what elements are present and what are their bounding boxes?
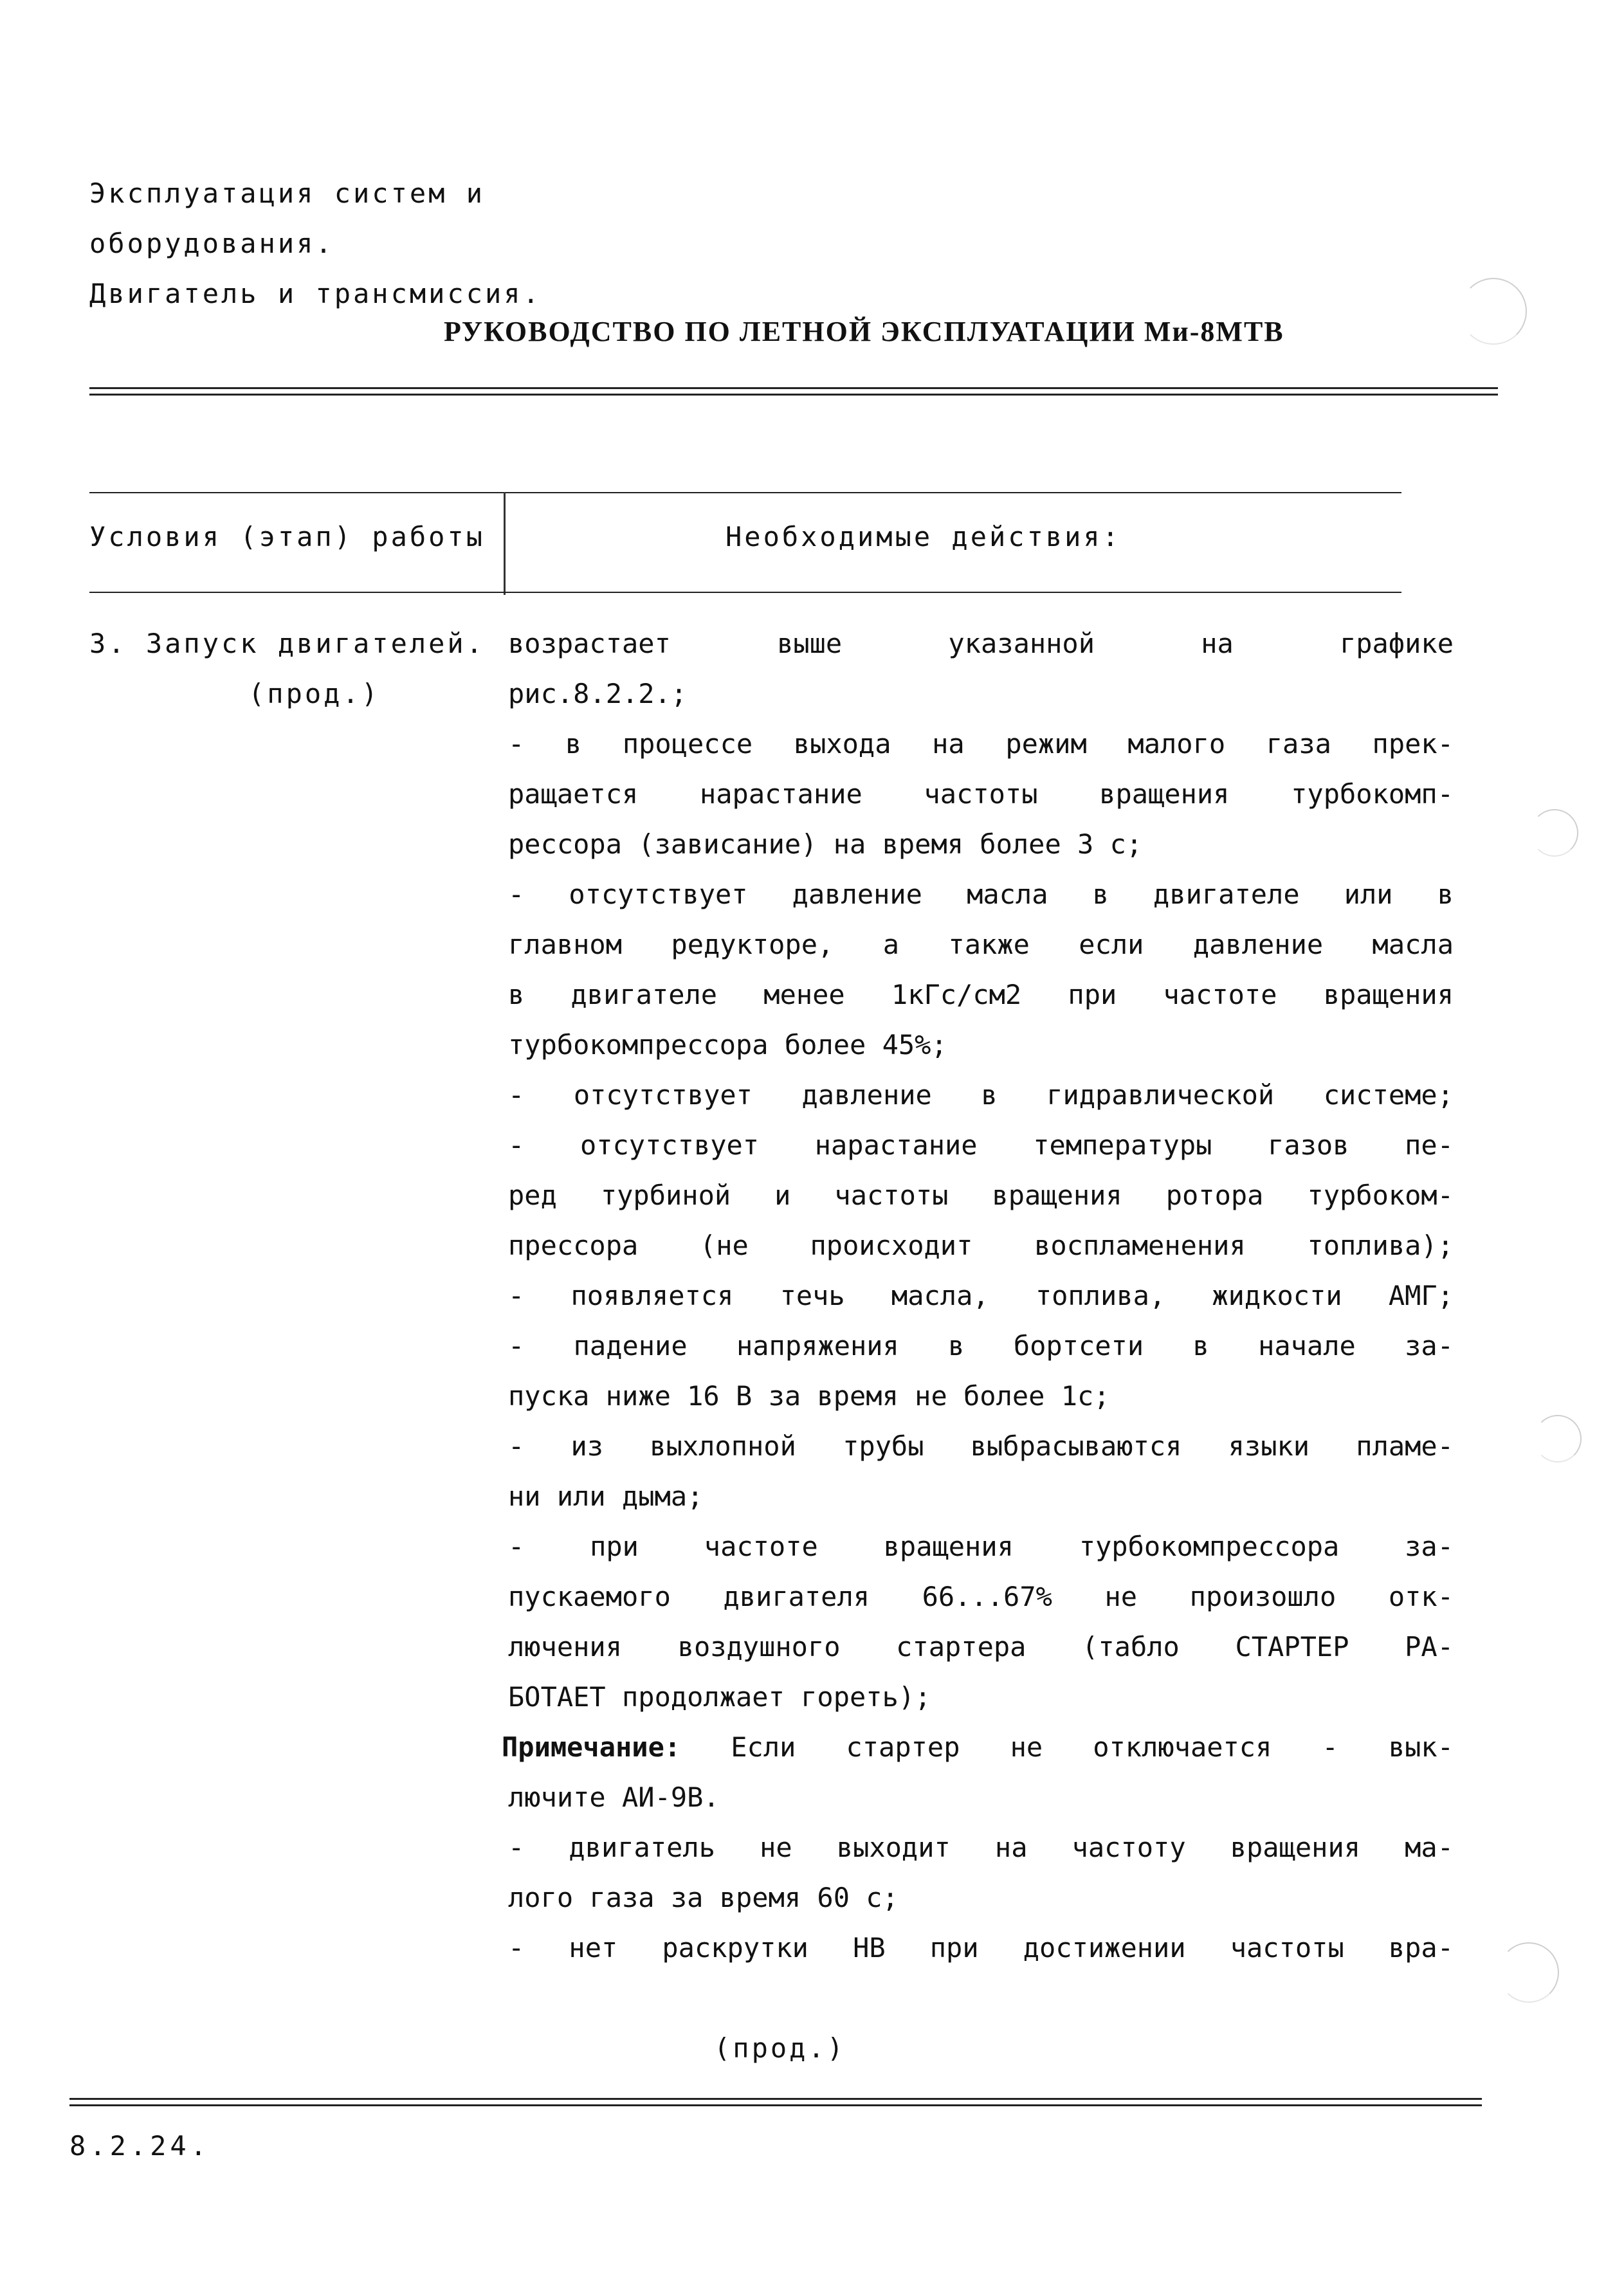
note-text: Если стартер не отключается - вык- — [731, 1731, 1454, 1763]
text-line: ред турбиной и частоты вращения ротора турбоком- — [508, 1180, 1454, 1211]
punch-hole-mark — [1531, 809, 1578, 857]
header-rule-top — [89, 387, 1498, 389]
text-line: рис.8.2.2.; — [508, 678, 688, 709]
text-line: - отсутствует давление масла в двигателе или в — [508, 879, 1454, 910]
column-header-conditions: Условия (этап) работы — [89, 521, 486, 552]
actions-text — [502, 619, 1454, 1973]
text-line: - двигатель не выходит на частоту вращения ма- — [508, 1832, 1454, 1863]
stage-label-continued: (прод.) — [248, 678, 381, 709]
text-line: в двигателе менее 1кГс/см2 при частоте вращения — [508, 979, 1454, 1010]
continued-label: (прод.) — [714, 2032, 846, 2064]
text-line: лючите АИ-9В. — [508, 1781, 720, 1813]
note-line — [502, 1722, 1454, 1772]
text-line: ни или дыма; — [508, 1481, 704, 1512]
column-header-actions: Необходимые действия: — [725, 521, 1122, 552]
text-line: - нет раскрутки НВ при достижении частоты вра- — [508, 1932, 1454, 1964]
text-line: ращается нарастание частоты вращения турбокомп- — [508, 778, 1454, 810]
text-line: прессора (не происходит воспламенения топлива); — [508, 1230, 1454, 1261]
punch-hole-mark — [1499, 1942, 1559, 2003]
table-column-separator — [504, 492, 506, 595]
text-line: лого газа за время 60 с; — [508, 1882, 899, 1913]
text-line: лючения воздушного стартера (табло СТАРТЕР РА- — [508, 1631, 1454, 1663]
section-title-line-3: Двигатель и трансмиссия. — [89, 278, 542, 309]
text-line: БОТАЕТ продолжает гореть); — [508, 1681, 931, 1713]
table-header-rule-top — [89, 492, 1401, 493]
text-line: - при частоте вращения турбокомпрессора за- — [508, 1531, 1454, 1562]
text-line: пускаемого двигателя 66...67% не произошло отк- — [508, 1581, 1454, 1612]
punch-hole-mark — [1534, 1415, 1582, 1462]
text-line: турбокомпрессора более 45%; — [508, 1029, 947, 1061]
text-line: пуска ниже 16 В за время не более 1с; — [508, 1380, 1110, 1412]
stage-label: 3. Запуск двигателей. — [89, 628, 486, 659]
header-rule-bottom — [89, 394, 1498, 396]
text-line: - отсутствует нарастание температуры газов пе- — [508, 1129, 1454, 1161]
text-line: - падение напряжения в бортсети в начале за- — [508, 1330, 1454, 1362]
text-line: - в процессе выхода на режим малого газа прек- — [508, 728, 1454, 760]
text-line: - появляется течь масла, топлива, жидкости АМГ; — [508, 1280, 1454, 1311]
footer-rule-top — [69, 2098, 1482, 2100]
text-line: главном редукторе, а также если давление масла — [508, 929, 1454, 960]
table-header-rule-bottom — [89, 592, 1401, 593]
section-title-line-1: Эксплуатация систем и — [89, 178, 486, 209]
note-label: Примечание: — [502, 1731, 681, 1763]
text-line: - из выхлопной трубы выбрасываются языки пламе- — [508, 1430, 1454, 1462]
section-title-line-2: оборудования. — [89, 228, 334, 259]
text-line: - отсутствует давление в гидравлической системе; — [508, 1079, 1454, 1111]
page-number: 8.2.24. — [69, 2130, 211, 2162]
text-line: возрастает выше указанной на графике — [508, 628, 1454, 659]
footer-rule-bottom — [69, 2104, 1482, 2106]
manual-title: РУКОВОДСТВО ПО ЛЕТНОЙ ЭКСПЛУАТАЦИИ Ми-8МТВ — [444, 316, 1284, 347]
punch-hole-mark — [1460, 278, 1527, 345]
text-line: рессора (зависание) на время более 3 с; — [508, 828, 1143, 860]
